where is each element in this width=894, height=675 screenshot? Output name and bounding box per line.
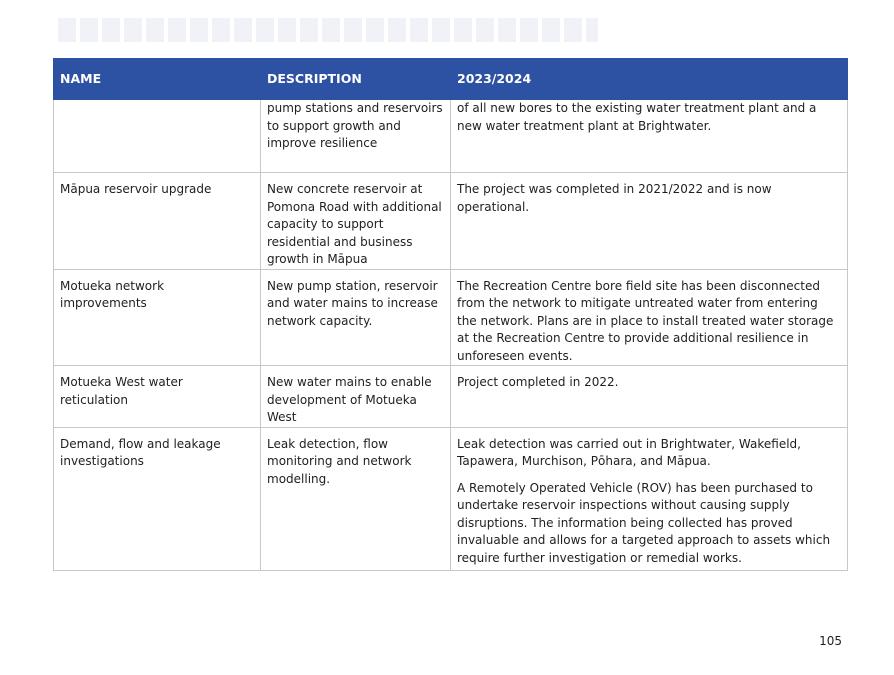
row-description-cell — [261, 269, 451, 366]
row-name: Motueka West water reticulation — [60, 375, 183, 407]
row-status: The Recreation Centre bore field site has been disconnected from the network to mitigate untreated water from entering the network. Plans are in place to install treated water storage at the Recreation Centre to provide additional resilience in unforeseen events. — [457, 278, 834, 363]
column-header-description: DESCRIPTION — [261, 59, 451, 100]
table-header-row — [54, 59, 848, 100]
row-description: Leak detection, flow monitoring and network modelling. — [267, 436, 412, 486]
table-row — [54, 427, 848, 570]
row-description: New water mains to enable development of Motueka West — [267, 375, 432, 424]
row-status: The project was completed in 2021/2022 and is now operational. — [457, 182, 772, 214]
column-header-year: 2023/2024 — [451, 59, 848, 100]
row-description: New concrete reservoir at Pomona Road with additional capacity to support residential and business growth in Māpua — [267, 182, 442, 266]
row-name-cell — [54, 173, 261, 270]
row-status-cell — [451, 366, 848, 428]
row-status-cell — [451, 269, 848, 366]
row-name: Māpua reservoir upgrade — [60, 182, 212, 196]
row-status: Project completed in 2022. — [457, 375, 619, 389]
row-name: Motueka network improvements — [60, 278, 165, 310]
row-status-paragraph: Leak detection was carried out in Brightwater, Wakefield, Tapawera, Murchison, Pōhara, and Māpua. — [457, 436, 801, 468]
table-row — [54, 366, 848, 428]
row-description-cell — [261, 173, 451, 270]
projects-table — [53, 58, 848, 571]
column-header-name: NAME — [54, 59, 261, 100]
page-number: 105 — [819, 634, 842, 648]
row-name-cell — [54, 100, 261, 173]
row-description: pump stations and reservoirs to support growth and improve resilience — [267, 101, 443, 150]
row-status-cell — [451, 427, 848, 570]
table-row — [54, 173, 848, 270]
row-description-cell — [261, 427, 451, 570]
row-description: New pump station, reservoir and water mains to increase network capacity. — [267, 278, 438, 328]
table-row — [54, 100, 848, 173]
row-description-cell — [261, 100, 451, 173]
row-status: of all new bores to the existing water treatment plant and a new water treatment plant at Brightwater. — [457, 101, 817, 133]
row-name-cell — [54, 366, 261, 428]
row-name-cell — [54, 427, 261, 570]
row-status-cell — [451, 100, 848, 173]
row-name: Demand, flow and leakage investigations — [60, 436, 221, 468]
row-name-cell — [54, 269, 261, 366]
row-status-cell — [451, 173, 848, 270]
table-row — [54, 269, 848, 366]
header-decorative-pattern — [58, 18, 598, 42]
row-status-paragraph: A Remotely Operated Vehicle (ROV) has been purchased to undertake reservoir inspections without causing supply disruptions. The information being collected has proved invaluable and allows for a targeted approach to assets which require further investigation or remedial works. — [457, 480, 831, 565]
row-description-cell — [261, 366, 451, 428]
